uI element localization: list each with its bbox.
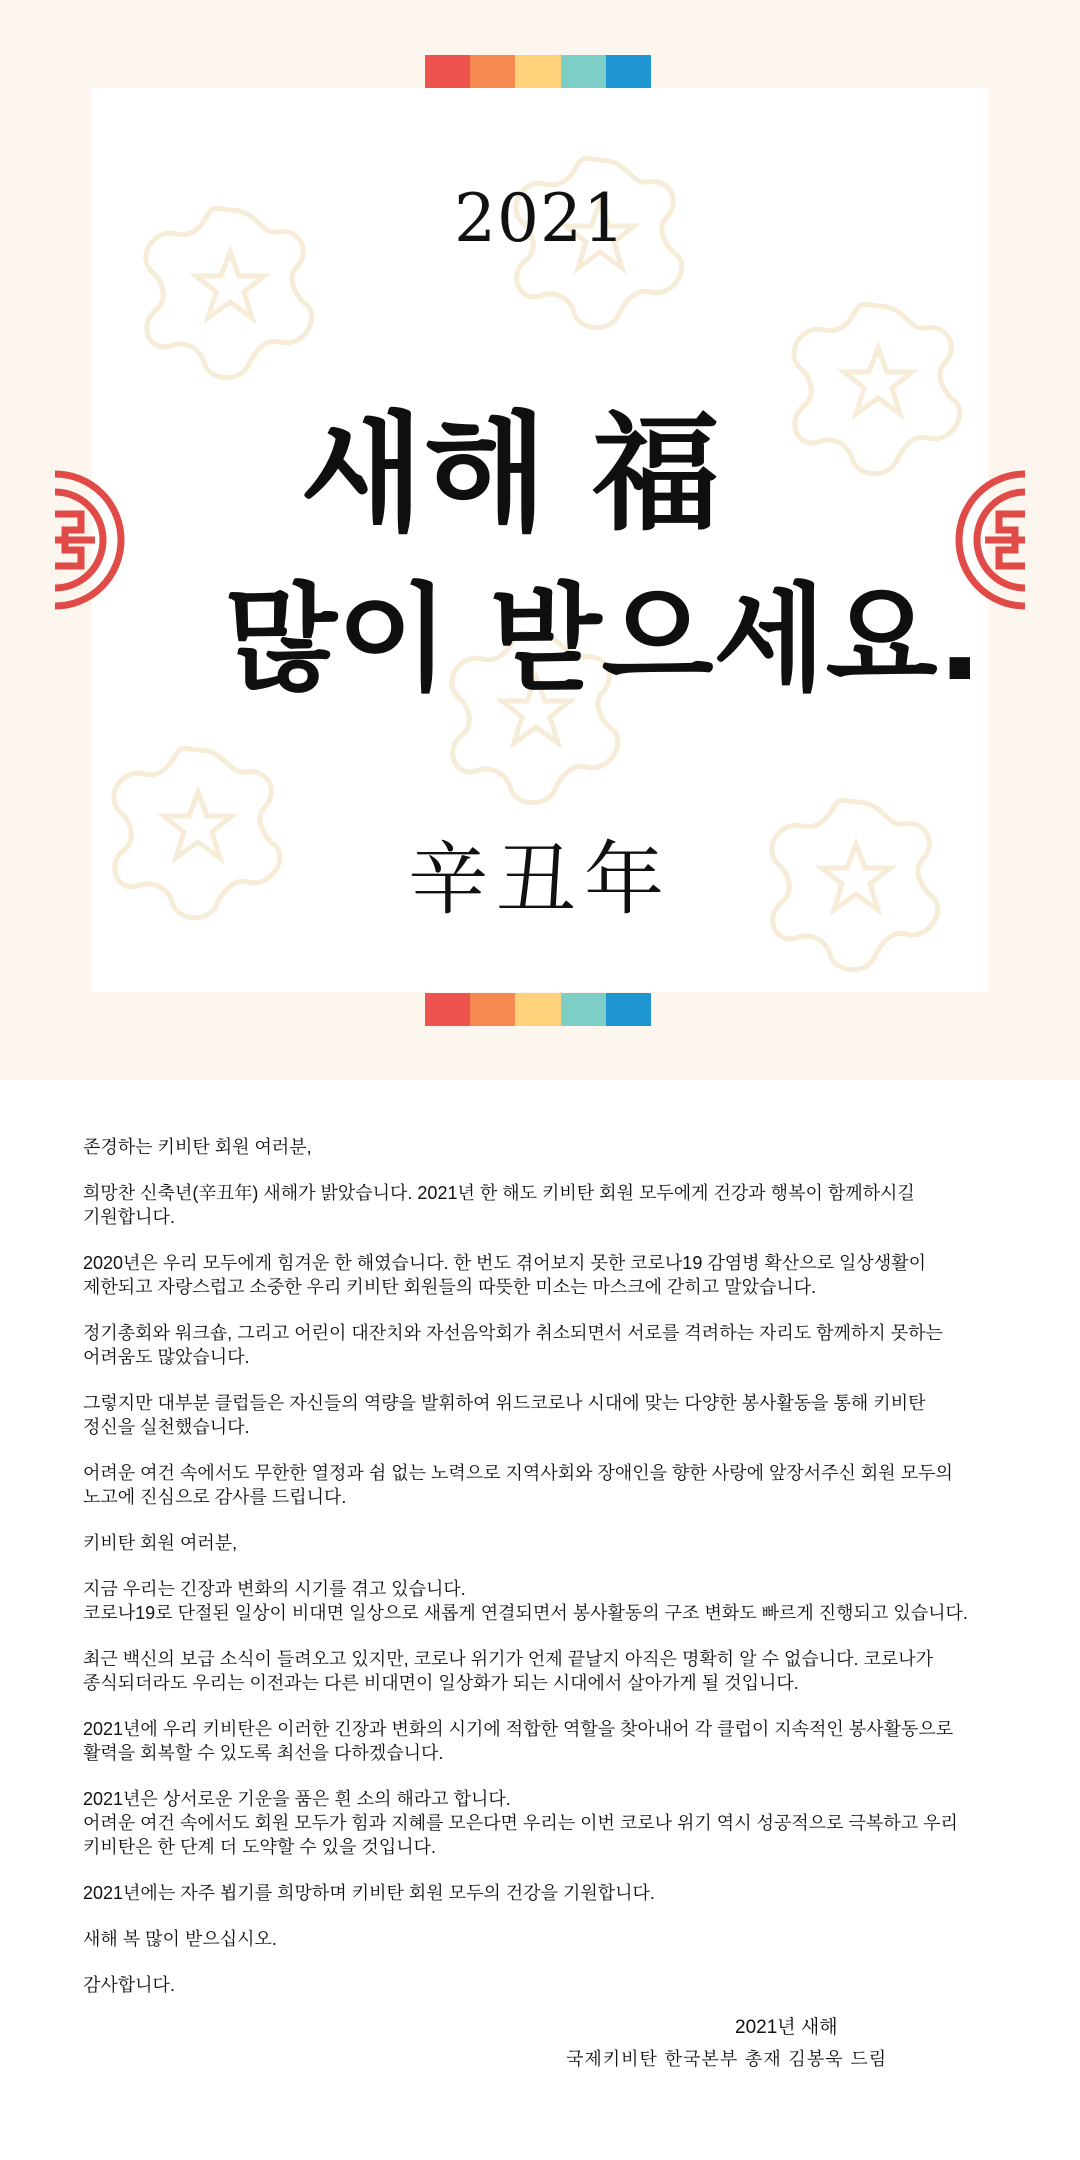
left-ornament-icon: [55, 470, 125, 610]
signature-date: 2021년 새해: [735, 2017, 838, 2038]
letter-paragraph: 정기총회와 워크숍, 그리고 어린이 대잔치와 자선음악회가 취소되면서 서로를 격려하는 자리도 함께하지 못하는 어려움도 많았습니다.: [83, 1323, 943, 1367]
stripe-teal: [561, 993, 606, 1026]
letter-paragraph: 2021년에 우리 키비탄은 이러한 긴장과 변화의 시기에 적합한 역할을 찾아내어 각 클럽이 지속적인 봉사활동으로 활력을 회복할 수 있도록 최선을 다하겠습니다.: [83, 1719, 954, 1763]
letter-paragraph: 희망찬 신축년(辛丑年) 새해가 밝았습니다. 2021년 한 해도 키비탄 회원 모두에게 건강과 행복이 함께하시길 기원합니다.: [83, 1183, 915, 1227]
card-year: 2021: [454, 180, 626, 257]
year-hanja: 辛丑年: [408, 833, 672, 926]
stripe-yellow: [515, 993, 560, 1026]
letter-paragraph: 어려운 여건 속에서도 무한한 열정과 쉼 없는 노력으로 지역사회와 장애인을 향한 사랑에 앞장서주신 회원 모두의 노고에 진심으로 감사를 드립니다.: [83, 1463, 953, 1507]
headline-new-year: 새해 福: [300, 400, 720, 549]
letter-body: [83, 1135, 1023, 2019]
stripe-teal: [561, 55, 606, 88]
stripe-blue: [606, 55, 651, 88]
letter-paragraph: 2021년은 상서로운 기운을 품은 흰 소의 해라고 합니다. 어려운 여건 속에서도 회원 모두가 힘과 지혜를 모은다면 우리는 이번 코로나 위기 역시 성공적으로 극복하고 우리 키비탄은 한 단계 더 도약할 수 있을 것입니다.: [83, 1789, 958, 1857]
stripe-red: [425, 55, 470, 88]
letter-paragraph: 2021년에는 자주 뵙기를 희망하며 키비탄 회원 모두의 건강을 기원합니다.: [83, 1883, 655, 1903]
letter-paragraph: 그렇지만 대부분 클럽들은 자신들의 역량을 발휘하여 위드코로나 시대에 맞는 다양한 봉사활동을 통해 키비탄 정신을 실천했습니다.: [83, 1393, 926, 1437]
stripe-blue: [606, 993, 651, 1026]
signature-name: 국제키비탄 한국본부 총재 김봉욱 드림: [566, 2049, 888, 2070]
letter-paragraph: 2020년은 우리 모두에게 힘겨운 한 해였습니다. 한 번도 겪어보지 못한 코로나19 감염병 확산으로 일상생활이 제한되고 자랑스럽고 소중한 우리 키비탄 회원들의 따뜻한 미소는 마스크에 갇히고 말았습니다.: [83, 1253, 926, 1297]
stripe-yellow: [515, 55, 560, 88]
headline-blessing: 많이 받으세요.: [225, 572, 982, 707]
letter-paragraph: 감사합니다.: [83, 1975, 175, 1995]
letter-paragraph: 지금 우리는 긴장과 변화의 시기를 겪고 있습니다. 코로나19로 단절된 일상이 비대면 일상으로 새롭게 연결되면서 봉사활동의 구조 변화도 빠르게 진행되고 있습니다.: [83, 1579, 968, 1623]
stripe-orange: [470, 993, 515, 1026]
stripe-red: [425, 993, 470, 1026]
letter-paragraph: 최근 백신의 보급 소식이 들려오고 있지만, 코로나 위기가 언제 끝날지 아직은 명확히 알 수 없습니다. 코로나가 종식되더라도 우리는 이전과는 다른 비대면이 일상화가 되는 시대에서 살아가게 될 것입니다.: [83, 1649, 934, 1693]
letter-paragraph: 키비탄 회원 여러분,: [83, 1533, 238, 1553]
color-stripe-bottom: [425, 993, 651, 1026]
flower-pattern-icon: [788, 296, 968, 476]
letter-paragraph: 새해 복 많이 받으십시오.: [83, 1929, 277, 1949]
stripe-orange: [470, 55, 515, 88]
color-stripe-top: [425, 55, 651, 88]
letter-paragraph: 존경하는 키비탄 회원 여러분,: [83, 1137, 312, 1157]
